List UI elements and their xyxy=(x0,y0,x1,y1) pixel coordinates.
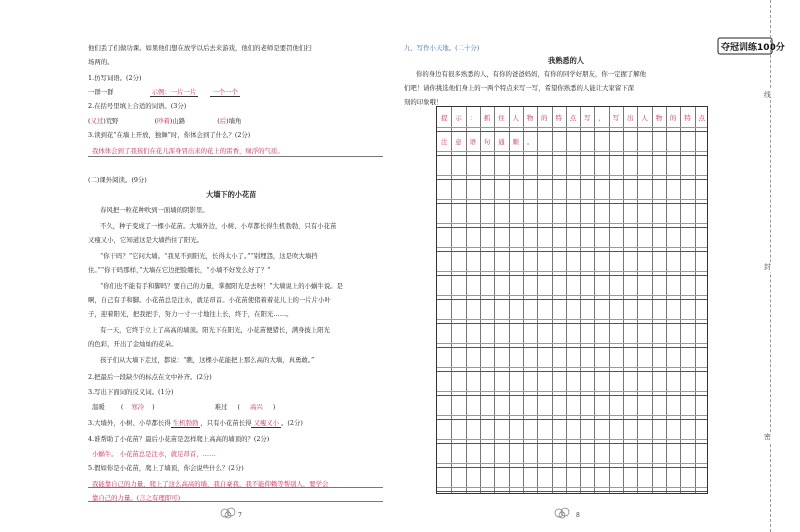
story-line: “你们也不能有手和脚吗？要自己的力量，掌握阳光是去呀！”大墙说上的小蜗牛说。是 xyxy=(100,282,343,290)
grid-row-line xyxy=(437,227,707,228)
grid-column-line xyxy=(580,107,581,493)
q6-answer-2: 又瘦又小 xyxy=(253,419,280,427)
story-line: 有一天，它终于立上了高高的墙顶。阳光下在阳光，小花苗便猪长，满身披上阳光 xyxy=(100,326,331,334)
brand-logo-icon xyxy=(718,36,785,56)
page-number-right: 8 xyxy=(576,512,580,519)
q2-item-3: (后)墙角 xyxy=(217,117,242,125)
story-line: 不久，种子变成了一棵小花苗。大墙外边，小树、小草都长得生机勃勃，只有小花苗 xyxy=(100,222,337,230)
grid-row-gap-line xyxy=(437,415,707,416)
grid-column-line xyxy=(695,107,696,493)
binding-char: 线 xyxy=(764,91,771,99)
grid-cell-text: 出 xyxy=(627,114,634,122)
grid-row-line xyxy=(437,419,707,420)
q2-item-2: (吵着)山路 xyxy=(154,117,186,125)
grid-row-gap-line xyxy=(437,151,707,152)
story-line: “你干吗？”它问大墙。“我见不到阳光，长得太小了。”“别埋怨，这是吹大墙挡 xyxy=(100,252,318,260)
grid-cell-text: 人 xyxy=(641,114,648,122)
q1-prefix: 一群一群 xyxy=(88,88,114,96)
grid-row-gap-line xyxy=(437,391,707,392)
q2-label: 2.在括号里填上合适的词语。(3分) xyxy=(88,102,187,110)
grid-column-line xyxy=(680,107,681,493)
prompt-line-2: 们吧！请你挑选他们身上的一两个特点来写一写，希望你熟悉的人能让大家留下深 xyxy=(404,84,635,92)
grid-cell-text: 物 xyxy=(526,114,534,122)
grid-row-gap-line xyxy=(437,223,707,224)
q5-answer-2: 高兴 xyxy=(249,403,263,411)
q6-row: 3.大墙外，小树、小草都长得 生机勃勃 ，只有小花苗长得 又瘦又小 。(2分) xyxy=(88,419,303,427)
q3-label: 3.读到花“在墙上开放，独舞”时，你体会到了什么？(2分) xyxy=(88,131,251,139)
grid-column-line xyxy=(509,107,510,493)
grid-row-line xyxy=(437,179,707,180)
grid-column-line xyxy=(609,107,610,493)
q1-answer-2: 一个一个 xyxy=(212,88,238,96)
grid-cell-text: 。 xyxy=(526,138,534,146)
q3-answer-line xyxy=(88,156,383,157)
grid-cell-text: 特 xyxy=(684,114,691,122)
q5-word-2: 难过 xyxy=(214,403,228,411)
grid-row-line xyxy=(437,203,707,204)
q3-answer: 我体体会到了我孩们在花儿浑身冒出来的花上的雷香，绿浮的气质。 xyxy=(92,147,284,155)
q7-answer: 小蜗牛。 小花苗总是注水，就足昂首，…… xyxy=(92,450,216,458)
grid-cell-text: 注 xyxy=(440,138,448,146)
grid-cell-text: 的 xyxy=(670,114,677,122)
grid-row-gap-line xyxy=(437,175,707,176)
grid-row-gap-line xyxy=(437,343,707,344)
q5-word-1: 温暖 xyxy=(92,403,105,411)
grid-row-line xyxy=(437,443,707,444)
grid-row-gap-line xyxy=(437,199,707,200)
q5-answer-1: 寒冷 xyxy=(131,403,145,411)
q5-row: 温暖 ( 寒冷 ) 难过 ( 高兴 ) xyxy=(92,403,276,411)
grid-cell-text: 语 xyxy=(469,138,476,146)
grid-cell-text: 物 xyxy=(655,114,663,122)
q4-label: 2.把最后一段缺少的标点在文中补齐。(2分) xyxy=(88,373,212,381)
grid-cell-text: 写 xyxy=(584,114,591,122)
grid-cell-text: 的 xyxy=(541,114,548,122)
grid-cell-text: 意 xyxy=(455,138,462,146)
flower-decoration-icon xyxy=(218,506,240,520)
page-number-left: 7 xyxy=(238,512,242,519)
grid-column-line xyxy=(480,107,481,493)
story-line: 啊，自己有手和脚。小花苗总是注水，就足昂首。小花苗使猪着着花儿上的一片片小叶 xyxy=(88,296,331,304)
grid-row-line xyxy=(437,251,707,252)
grid-row-gap-line xyxy=(437,487,707,488)
grid-column-line xyxy=(537,107,538,493)
essay-title: 我熟悉的人 xyxy=(548,56,584,65)
grid-row-gap-line xyxy=(437,127,707,128)
grid-row-gap-line xyxy=(437,319,707,320)
grid-cell-text: ： xyxy=(469,114,476,122)
grid-row-line xyxy=(437,131,707,132)
grid-row-line xyxy=(437,395,707,396)
story-line: 子，迎着阳光，把我把手，努力一寸一寸地往上长，终于，在阳光……。 xyxy=(88,310,293,318)
brand-logo-text: 夺冠训练100分 xyxy=(721,43,785,53)
grid-cell-text: 示 xyxy=(455,114,462,122)
grid-cell-text: 提 xyxy=(440,114,448,122)
grid-cell-text: 特 xyxy=(555,114,562,122)
story-line: 的色彩，开出了金灿灿的花朵。 xyxy=(88,340,178,348)
q7-label: 4.谁帮助了小花苗？最后小花苗是怎样爬上高高的墙顶的？(2分) xyxy=(88,435,270,443)
q1-label: 1.仿写词语。(2分) xyxy=(88,74,142,82)
q6-answer-1: 生机勃勃 xyxy=(172,419,199,427)
grid-row-line xyxy=(437,155,707,156)
grid-row-gap-line xyxy=(437,295,707,296)
grid-cell-text: ， xyxy=(598,114,605,122)
q5-label: 3.写出下面词的反义词。(1分) xyxy=(88,388,174,396)
grid-cell-text: 顺 xyxy=(512,138,519,146)
intro-line-2: 场两的。 xyxy=(88,58,114,66)
grid-row-line xyxy=(437,491,707,492)
intro-line-1: 他们丢了们做功课。如果他们想在放学以后去来游戏，他们的老师是要罚他们扫 xyxy=(88,44,312,52)
q8-label: 5.假如你是小花苗，爬上了墙顶，你会说些什么？(2分) xyxy=(88,464,244,472)
grid-row-line xyxy=(437,347,707,348)
q8-answer-line-2: 靠自己的力量。(言之有理即可) xyxy=(92,494,181,502)
grid-row-gap-line xyxy=(437,463,707,464)
q1-row xyxy=(88,88,240,96)
grid-row-line xyxy=(437,371,707,372)
grid-column-line xyxy=(623,107,624,493)
grid-column-line xyxy=(566,107,567,493)
story-title: 大墙下的小花苗 xyxy=(206,190,257,199)
prompt-line-3: 刻的印象哦！ xyxy=(404,98,443,106)
grid-row-line xyxy=(437,467,707,468)
grid-cell-text: 人 xyxy=(512,114,519,122)
grid-cell-text: 句 xyxy=(483,138,491,146)
q8-answer-line-1: 我能靠自己的力量，爬上了这么高高的墙，我自豪我，我不能仰赖等帮别人，要学会 xyxy=(92,480,329,488)
q2-row xyxy=(88,117,241,125)
writing-grid[interactable] xyxy=(436,106,708,494)
binding-char: 封 xyxy=(764,263,771,271)
grid-column-line xyxy=(637,107,638,493)
grid-column-line xyxy=(451,107,452,493)
grid-row-line xyxy=(437,275,707,276)
grid-cell-text: 点 xyxy=(569,114,577,122)
q2-item-1: (又过)荒野 xyxy=(88,117,119,125)
grid-column-line xyxy=(552,107,553,493)
binding-char: 密 xyxy=(764,433,771,441)
grid-column-line xyxy=(466,107,467,493)
grid-row-gap-line xyxy=(437,439,707,440)
grid-cell-text: 点 xyxy=(698,114,706,122)
grid-column-line xyxy=(594,107,595,493)
q8-line-2 xyxy=(88,501,383,502)
grid-cell-text: 通 xyxy=(498,138,505,146)
grid-column-line xyxy=(666,107,667,493)
grid-row-line xyxy=(437,299,707,300)
grid-column-line xyxy=(494,107,495,493)
story-line-last: 孩子们从大墙下走过，都说：“瞧，这棵小花能把上那么高的大墙，真勇敢。” xyxy=(100,356,315,364)
section-writing-heading: 九、写作小天地。(二十分) xyxy=(404,44,480,52)
story-line: 又瘦又小，它知道这是大墙挡住了阳光。 xyxy=(88,236,204,244)
grid-row-gap-line xyxy=(437,367,707,368)
prompt-line-1: 你的身边有很多熟悉的人，有你的爸爸妈妈，有你的同学好朋友，你一定握了解他 xyxy=(416,70,647,78)
flower-decoration-icon xyxy=(552,506,574,520)
grid-cell-text: 写 xyxy=(612,114,620,122)
grid-row-gap-line xyxy=(437,247,707,248)
story-line: 住。”“你干吗那样，”大墙在它边把脸绷长，“小墙不好发么好了？” xyxy=(88,266,271,274)
section-2-heading: (二)课外阅读。(9分) xyxy=(88,176,147,184)
brand-logo xyxy=(718,36,785,56)
grid-row-line xyxy=(437,323,707,324)
grid-column-line xyxy=(652,107,653,493)
q8-line-1 xyxy=(88,487,383,488)
story-line: 春风把一粒花种吹到一面墙的阴影里。 xyxy=(100,206,209,214)
grid-cell-text: 住 xyxy=(498,114,505,122)
grid-column-line xyxy=(523,107,524,493)
grid-row-gap-line xyxy=(437,271,707,272)
grid-cell-text: 抓 xyxy=(483,114,491,122)
q1-answer-1: 示例：一片一片 xyxy=(151,88,197,96)
